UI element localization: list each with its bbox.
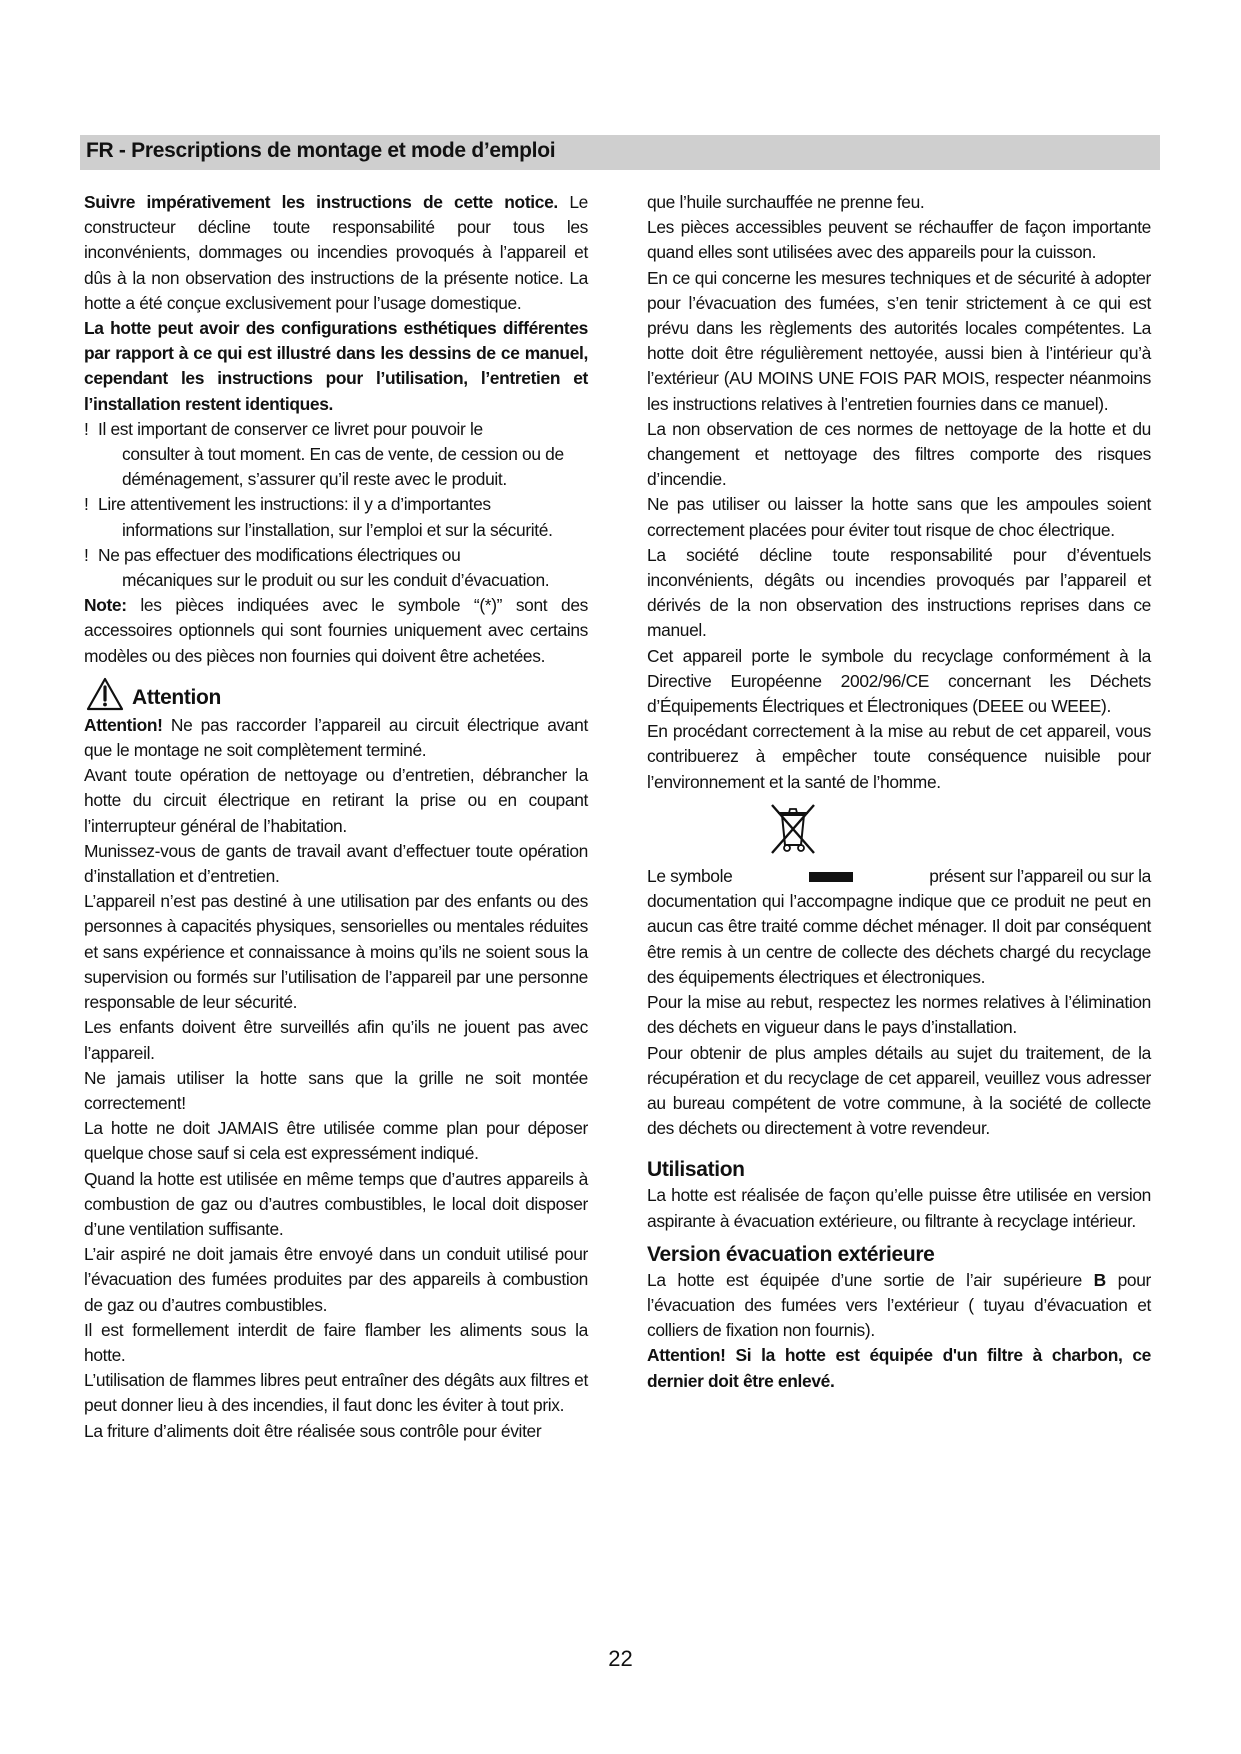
safety-paragraph: Ne pas utiliser ou laisser la hotte sans que les ampoules soient correctement placées pour éviter tout risque de choc électrique.: [647, 494, 1151, 540]
charcoal-filter-warning: Attention! Si la hotte est équipée d'un filtre à charbon, ce dernier doit être enlevé.: [647, 1345, 1151, 1391]
outlet-label: B: [1093, 1269, 1106, 1290]
safety-paragraph: L’air aspiré ne doit jamais être envoyé dans un conduit utilisé pour l’évacuation des fumées produites par des appareils à combustion de gaz ou d’autres combustibles.: [84, 1244, 588, 1315]
bullet-text-first: Ne pas effectuer des modifications électriques ou: [98, 544, 461, 565]
bullet-text-first: Lire attentivement les instructions: il y a d’importantes: [98, 494, 491, 515]
attention-heading: [84, 677, 588, 711]
safety-paragraph: Avant toute opération de nettoyage ou d’entretien, débrancher la hotte du circuit électrique en retirant la prise ou en coupant l’interrupteur général de l’habitation.: [84, 765, 588, 836]
utilisation-paragraph: La hotte est réalisée de façon qu’elle puisse être utilisée en version aspirante à évacuation extérieure, ou filtrante à recyclage intérieur.: [647, 1185, 1151, 1231]
disposal-paragraph: Pour la mise au rebut, respectez les normes relatives à l’élimination des déchets en vigueur dans le pays d’installation.: [647, 992, 1151, 1038]
right-column: [647, 190, 1151, 1394]
note-text: les pièces indiquées avec le symbole “(*)” sont des accessoires optionnels qui sont fournies uniquement avec certains modèles ou des pièces non fournies qui doivent être achetées.: [84, 595, 588, 666]
attention-label: Attention!: [84, 714, 163, 735]
recycling-paragraph: En procédant correctement à la mise au rebut de cet appareil, vous contribuerez à empêcher toute conséquence nuisible pour l’environnement et la santé de l’homme.: [647, 721, 1151, 792]
bullet-item: [84, 417, 588, 493]
symbol-line: [647, 864, 1151, 889]
bullet-text-rest: informations sur l’installation, sur l’emploi et sur la sécurité.: [122, 519, 553, 540]
disposal-paragraph: Pour obtenir de plus amples détails au sujet du traitement, de la récupération et du recyclage de cet appareil, veuillez vous adresser au bureau compétent de votre commune, à la société de collecte des déchets ou directement à votre revendeur.: [647, 1042, 1151, 1139]
black-bar-icon: [809, 872, 853, 882]
configuration-note: La hotte peut avoir des configurations esthétiques différentes par rapport à ce qui est illustré dans les dessins de ce manuel, cependant les instructions pour l’utilisation, l’entretien et l’installation restent identiques.: [84, 318, 588, 414]
safety-paragraph: L’appareil n’est pas destiné à une utilisation par des enfants ou des personnes à capacités physiques, sensorielles ou mentales réduites et sans expérience et connaissance à moins qu’ils ne soient sous la supervision ou formés sur l’utilisation de l’appareil par une personne responsable de leur sécurité.: [84, 891, 588, 1013]
safety-paragraph: La friture d’aliments doit être réalisée sous contrôle pour éviter: [84, 1420, 542, 1441]
attention-title: Attention: [132, 685, 221, 709]
exclamation-mark: !: [84, 544, 89, 565]
safety-paragraph: Quand la hotte est utilisée en même temps que d’autres appareils à combustion de gaz ou d’autres combustibles, le local doit disposer d’une ventilation suffisante.: [84, 1168, 588, 1239]
note-paragraph: [84, 593, 588, 669]
safety-paragraph: que l’huile surchauffée ne prenne feu.: [647, 192, 925, 212]
symbol-word: Le symbole: [647, 866, 733, 887]
safety-paragraph: Les pièces accessibles peuvent se réchauffer de façon importante quand elles sont utilisées avec des appareils pour la cuisson.: [647, 217, 1151, 263]
safety-paragraph: En ce qui concerne les mesures techniques et de sécurité à adopter pour l’évacuation des fumées, s’en tenir strictement à ce qui est prévu dans les règlements des autorités locales compétentes. La hotte doit être régulièrement nettoyée, aussi bien à l’intérieur qu’à l’extérieur (AU MOINS UNE FOIS PAR MOIS, respecter néanmoins les instructions relatives à l’entretien fournies dans ce manuel).: [647, 267, 1151, 414]
attention-paragraph: [84, 713, 588, 763]
symbol-word: présent sur l’appareil ou sur la: [929, 866, 1151, 887]
version-text: La hotte est équipée d’une sortie de l’air supérieure: [647, 1269, 1094, 1290]
bullet-text-rest: mécaniques sur le produit ou sur les conduit d’évacuation.: [122, 570, 550, 591]
bullet-text-first: Il est important de conserver ce livret pour pouvoir le: [98, 418, 483, 439]
version-paragraph: [647, 1268, 1151, 1344]
recycling-paragraph: Cet appareil porte le symbole du recyclage conformément à la Directive Européenne 2002/96/CE concernant les Déchets d’Équipements Électriques et Électroniques (DEEE ou WEEE).: [647, 645, 1151, 717]
left-column: [84, 190, 588, 1444]
exclamation-mark: !: [84, 418, 89, 439]
page-number: 22: [608, 1646, 633, 1671]
bullet-text-rest: consulter à tout moment. En cas de vente, de cession ou de déménagement, s’assurer qu’il reste avec le produit.: [122, 444, 564, 490]
warning-triangle-icon: [86, 677, 124, 711]
note-label: Note:: [84, 595, 127, 616]
symbol-paragraph: documentation qui l’accompagne indique que ce produit ne peut en aucun cas être traité comme déchet ménager. Il doit par conséquent être remis à un centre de collecte des déchets chargé du recyclage des équipements électriques et électroniques.: [647, 891, 1151, 987]
attention-text: Ne pas raccorder l’appareil au circuit électrique avant que le montage ne soit complètement terminé.: [84, 714, 588, 761]
safety-paragraph: L’utilisation de flammes libres peut entraîner des dégâts aux filtres et peut donner lieu à des incendies, il faut donc les éviter à tout prix.: [84, 1370, 588, 1416]
safety-paragraph: La non observation de ces normes de nettoyage de la hotte et du changement et nettoyage des filtres comporte des risques d’incendie.: [647, 418, 1151, 490]
section-title-version: Version évacuation extérieure: [647, 1242, 935, 1266]
bullet-item: [84, 543, 588, 593]
version-text: pour l’évacuation des fumées vers l’extérieur ( tuyau d’évacuation et colliers de fixation non fournis).: [647, 1269, 1152, 1341]
safety-paragraph: La hotte ne doit JAMAIS être utilisée comme plan pour déposer quelque chose sauf si cela est expressément indiqué.: [84, 1118, 588, 1164]
crossed-bin-icon: [765, 801, 821, 857]
intro-paragraph: [84, 190, 588, 316]
intro-rest: Le constructeur décline toute responsabilité pour tous les inconvénients, dommages ou incendies provoqués à l’appareil et dûs à la non observation des instructions de la présente notice. La hotte a été conçue exclusivement pour l’usage domestique.: [84, 192, 588, 313]
safety-paragraph: La société décline toute responsabilité pour d’éventuels inconvénients, dégâts ou incendies provoqués par l’appareil et dérivés de la non observation des instructions reprises dans ce manuel.: [647, 544, 1151, 641]
safety-paragraph: Ne jamais utiliser la hotte sans que la grille ne soit montée correctement!: [84, 1067, 588, 1113]
page-title: FR - Prescriptions de montage et mode d’emploi: [86, 139, 556, 162]
bullet-item: [84, 492, 588, 542]
safety-paragraph: Il est formellement interdit de faire flamber les aliments sous la hotte.: [84, 1319, 588, 1365]
safety-paragraph: Les enfants doivent être surveillés afin qu’ils ne jouent pas avec l’appareil.: [84, 1017, 588, 1063]
intro-bold: Suivre impérativement les instructions de cette notice.: [84, 192, 558, 212]
section-title-utilisation: Utilisation: [647, 1158, 745, 1182]
exclamation-mark: !: [84, 494, 89, 515]
safety-paragraph: Munissez-vous de gants de travail avant d’effectuer toute opération d’installation et d’entretien.: [84, 840, 588, 887]
section-header-bar: [80, 135, 1160, 170]
